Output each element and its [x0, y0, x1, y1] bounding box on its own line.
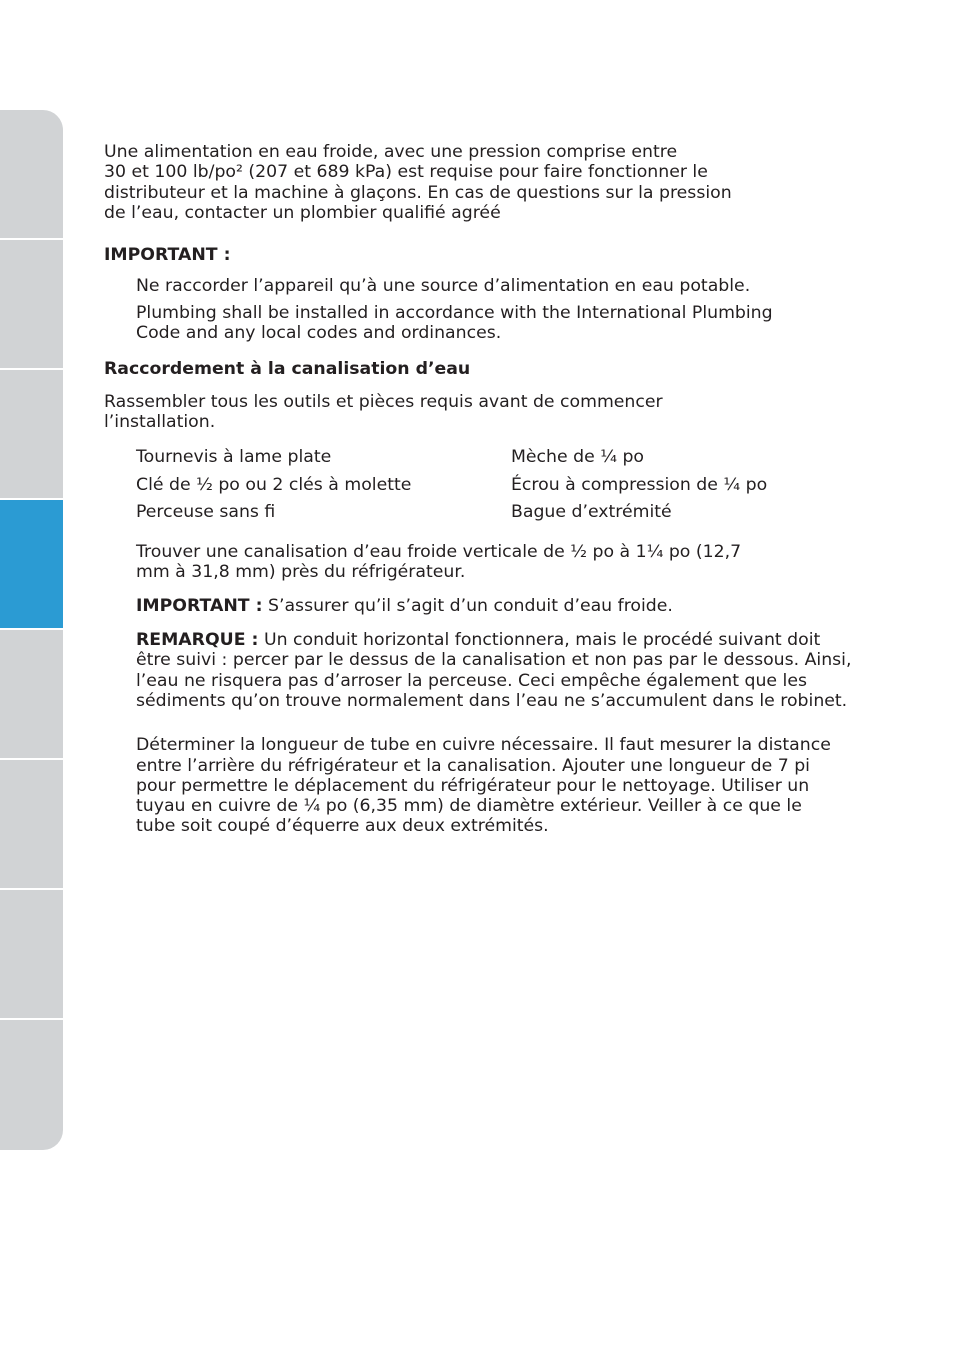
- tools-list: [136, 447, 864, 522]
- tool-item: Tournevis à lame plate: [136, 447, 332, 468]
- remarque-text: Un conduit horizontal fonctionnera, mais le procédé suivant doit être suivi : percer par le dessus de la canalisation et non pas par le dessous. Ainsi, l’eau ne risquera pas d’arroser la perceuse. Ceci empêche également que les sédiments qu’on trouve normalement dans l’eau ne s’accumulent dans le robinet.: [136, 630, 852, 711]
- tool-item: Clé de ½ po ou 2 clés à molette: [136, 474, 412, 495]
- remarque-label: REMARQUE :: [136, 630, 259, 651]
- intro-paragraph: Une alimentation en eau froide, avec une pression comprise entre 30 et 100 lb/po² (207 et 689 kPa) est requise pour faire fonctionner le distributeur et la machine à glaçons. En cas de questions sur la pression de l’eau, contacter un plombier qualifié agréé: [104, 142, 732, 223]
- page-content: [104, 142, 864, 837]
- important-note-text: S’assurer qu’il s’agit d’un conduit d’eau froide.: [262, 595, 673, 616]
- remarque-note: [136, 630, 856, 711]
- section-tab-1[interactable]: [0, 110, 63, 238]
- section-tab-3[interactable]: [0, 370, 63, 498]
- tool-item: Perceuse sans fi: [136, 501, 276, 522]
- section-tab-strip: [0, 110, 63, 1150]
- section-tab-4-active[interactable]: [0, 500, 63, 628]
- tool-item: Écrou à compression de ¼ po: [511, 474, 768, 495]
- section-tab-7[interactable]: [0, 890, 63, 1018]
- section-tab-5[interactable]: [0, 630, 63, 758]
- determine-paragraph: Déterminer la longueur de tube en cuivre nécessaire. Il faut mesurer la distance entre l’arrière du réfrigérateur et la canalisation. Ajouter une longueur de 7 pi pour permettre le déplacement du réfrigérateur pour le nettoyage. Utiliser un tuyau en cuivre de ¼ po (6,35 mm) de diamètre extérieur. Veiller à ce que le tube soit coupé d’équerre aux deux extrémités.: [136, 735, 831, 837]
- tool-item: Bague d’extrémité: [511, 501, 672, 522]
- important-note: [136, 596, 864, 616]
- find-line-paragraph: Trouver une canalisation d’eau froide verticale de ½ po à 1¼ po (12,7 mm à 31,8 mm) près du réfrigérateur.: [136, 542, 742, 583]
- section-heading: Raccordement à la canalisation d’eau: [104, 359, 471, 380]
- section-tab-6[interactable]: [0, 760, 63, 888]
- tool-item: Mèche de ¼ po: [511, 447, 645, 468]
- section-tab-8[interactable]: [0, 1020, 63, 1150]
- important-item-1: Ne raccorder l’appareil qu’à une source d’alimentation en eau potable.: [136, 276, 751, 297]
- important-heading: IMPORTANT :: [104, 245, 231, 266]
- gather-paragraph: Rassembler tous les outils et pièces requis avant de commencer l’installation.: [104, 391, 663, 432]
- important-note-label: IMPORTANT :: [136, 595, 263, 616]
- important-item-2: Plumbing shall be installed in accordance with the International Plumbing Code and any local codes and ordinances.: [136, 302, 773, 344]
- section-tab-2[interactable]: [0, 240, 63, 368]
